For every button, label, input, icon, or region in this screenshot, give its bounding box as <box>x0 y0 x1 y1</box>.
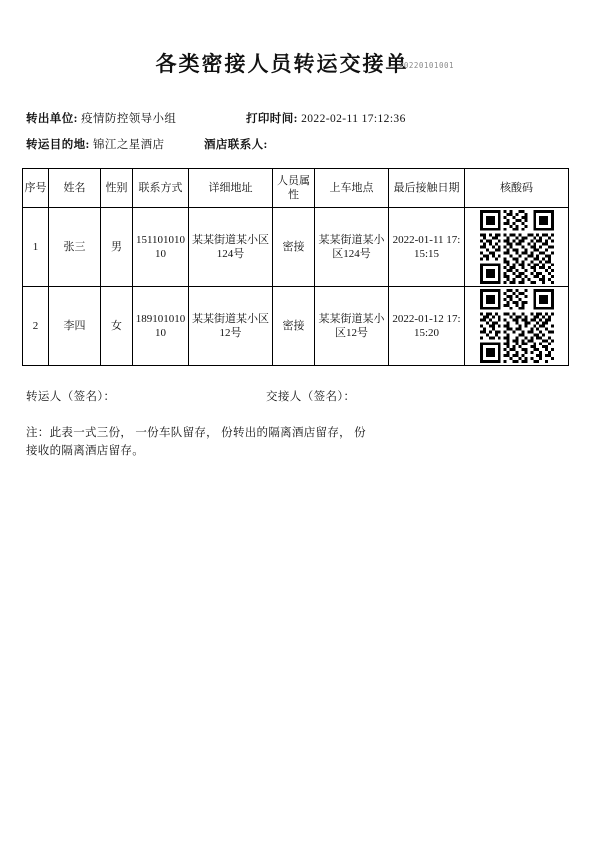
cell-name: 张三 <box>49 208 101 287</box>
header-name: 姓名 <box>49 169 101 208</box>
hotel-contact-label: 酒店联系人: <box>204 139 268 151</box>
hotel-contact-group <box>204 132 268 158</box>
document-code: 20220101001 <box>398 61 454 70</box>
sender-label: 转出单位: <box>26 113 78 125</box>
cell-boarding: 某某街道某小区12号 <box>315 287 389 366</box>
cell-qr <box>465 287 569 366</box>
note-line-2: 接收的隔离酒店留存。 <box>26 445 144 457</box>
cell-sex: 男 <box>101 208 133 287</box>
meta-block <box>18 106 582 158</box>
handover-person-signature-label: 交接人（签名）： <box>266 391 356 403</box>
meta-row-sender <box>26 106 582 132</box>
cell-qr <box>465 208 569 287</box>
destination-label: 转运目的地: <box>26 139 90 151</box>
cell-address: 某某街道某小区12号 <box>189 287 273 366</box>
cell-attribute: 密接 <box>273 287 315 366</box>
header-seq: 序号 <box>23 169 49 208</box>
qr-code-icon <box>480 289 554 363</box>
note-line-1: 注：此表一式三份， 一份车队留存， 份转出的隔离酒店留存， 份 <box>26 427 366 439</box>
note-block <box>18 424 556 460</box>
document-body <box>18 48 582 460</box>
cell-phone: 15110101010 <box>133 208 189 287</box>
header-address: 详细地址 <box>189 169 273 208</box>
header-attribute: 人员属性 <box>273 169 315 208</box>
header-sex: 性别 <box>101 169 133 208</box>
table-header-row <box>23 169 569 208</box>
table-row <box>23 287 569 366</box>
transfer-table <box>22 168 569 366</box>
header-boarding: 上车地点 <box>315 169 389 208</box>
cell-address: 某某街道某小区124号 <box>189 208 273 287</box>
cell-boarding: 某某街道某小区124号 <box>315 208 389 287</box>
sender-value: 疫情防控领导小组 <box>81 113 177 125</box>
table-row <box>23 208 569 287</box>
cell-sex: 女 <box>101 287 133 366</box>
cell-last-contact: 2022-01-12 17:15:20 <box>389 287 465 366</box>
destination-value: 锦江之星酒店 <box>93 139 165 151</box>
print-time-group <box>246 106 406 132</box>
header-phone: 联系方式 <box>133 169 189 208</box>
cell-seq: 1 <box>23 208 49 287</box>
print-time-value: 2022-02-11 17:12:36 <box>301 113 406 125</box>
cell-attribute: 密接 <box>273 208 315 287</box>
page-title: 各类密接人员转运交接单 <box>155 52 409 76</box>
cell-name: 李四 <box>49 287 101 366</box>
cell-last-contact: 2022-01-11 17:15:15 <box>389 208 465 287</box>
header-qr: 核酸码 <box>465 169 569 208</box>
cell-seq: 2 <box>23 287 49 366</box>
qr-code-icon <box>480 210 554 284</box>
title-row <box>18 48 582 90</box>
cell-phone: 18910101010 <box>133 287 189 366</box>
transfer-person-signature-label: 转运人（签名）： <box>26 391 116 403</box>
meta-row-destination <box>26 132 582 158</box>
signature-row <box>18 388 582 410</box>
header-last-contact: 最后接触日期 <box>389 169 465 208</box>
print-time-label: 打印时间: <box>246 113 298 125</box>
